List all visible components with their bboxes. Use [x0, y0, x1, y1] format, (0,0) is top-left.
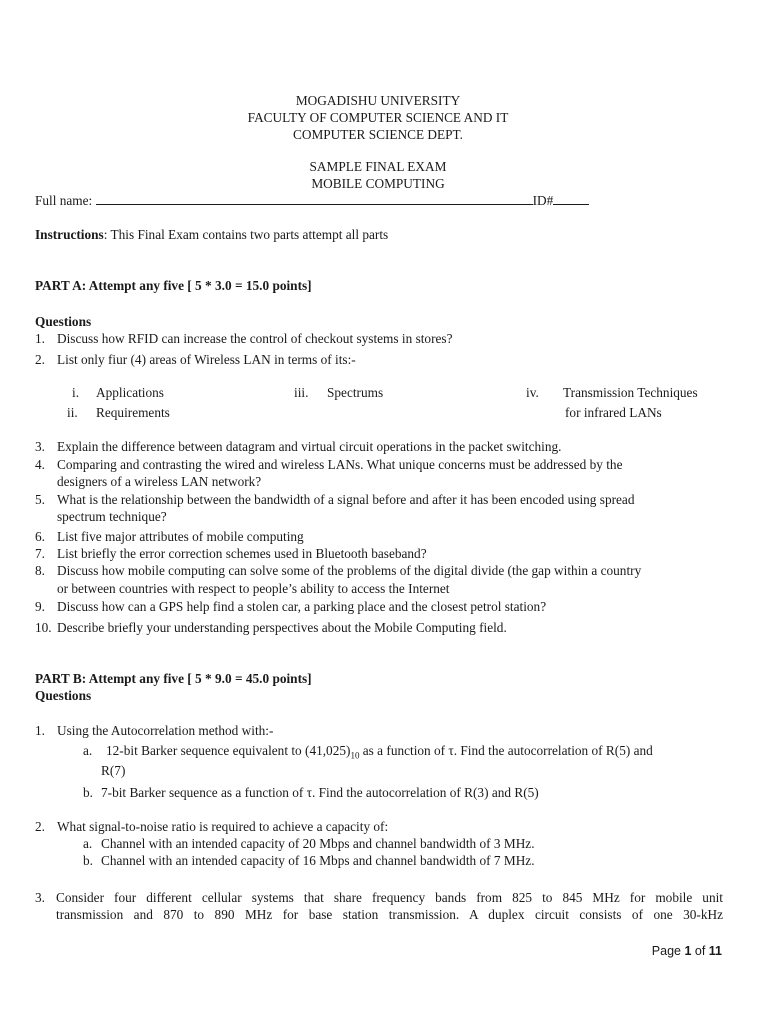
question-text: Explain the difference between datagram and virtual circuit operations in the packet switching. — [57, 439, 562, 454]
sub-item-num: iii. — [294, 385, 309, 400]
question-num: 4. — [35, 457, 45, 472]
part-b-title: PART B: Attempt any five [ 5 * 9.0 = 45.0 points] — [35, 671, 312, 686]
question-text: List five major attributes of mobile computing — [57, 529, 304, 544]
sub-item-text: for infrared LANs — [565, 405, 662, 420]
question-num: 8. — [35, 563, 45, 578]
sub-question-text: 7-bit Barker sequence as a function of τ. Find the autocorrelation of R(3) and R(5) — [101, 785, 539, 800]
question-num: 3. — [35, 439, 45, 454]
sub-item-text: Transmission Techniques — [563, 385, 698, 400]
question-num: 2. — [35, 819, 45, 834]
student-info-line — [35, 192, 589, 210]
question-text: spectrum technique? — [57, 509, 167, 524]
question-text: Using the Autocorrelation method with:- — [57, 723, 274, 738]
question-num: 5. — [35, 492, 45, 507]
question-text: transmission and 870 to 890 MHz for base station transmission. A duplex circuit consists of one 30-kHz — [56, 907, 723, 922]
question-text: designers of a wireless LAN network? — [57, 474, 262, 489]
id-field[interactable] — [553, 192, 589, 205]
question-text: or between countries with respect to people’s ability to access the Internet — [57, 581, 450, 596]
question-num: 10. — [35, 620, 52, 635]
course-title: MOBILE COMPUTING — [311, 176, 445, 191]
sub-item-text: Requirements — [96, 405, 170, 420]
instructions — [35, 226, 388, 244]
id-label: ID# — [532, 193, 554, 208]
sub-item-num: iv. — [526, 385, 539, 400]
question-num: 1. — [35, 723, 45, 738]
question-text: List briefly the error correction schemes used in Bluetooth baseband? — [57, 546, 427, 561]
question-num: 9. — [35, 599, 45, 614]
question-text: List only fiur (4) areas of Wireless LAN in terms of its:- — [57, 352, 356, 367]
question-num: 3. — [35, 890, 45, 905]
question-text: Comparing and contrasting the wired and wireless LANs. What unique concerns must be addressed by the — [57, 457, 623, 472]
sub-question-label: a. — [83, 836, 93, 851]
question-text: Discuss how RFID can increase the control of checkout systems in stores? — [57, 331, 453, 346]
sub-item-text: Applications — [96, 385, 164, 400]
question-num: 7. — [35, 546, 45, 561]
question-num: 6. — [35, 529, 45, 544]
part-a-title: PART A: Attempt any five [ 5 * 3.0 = 15.0 points] — [35, 278, 312, 293]
sub-item-text: Spectrums — [327, 385, 384, 400]
question-text: What signal-to-noise ratio is required to achieve a capacity of: — [57, 819, 389, 834]
sub-item-num: i. — [72, 385, 80, 400]
department-name: COMPUTER SCIENCE DEPT. — [292, 127, 464, 142]
part-b-questions-label: Questions — [35, 688, 92, 703]
question-text: Discuss how mobile computing can solve some of the problems of the digital divide (the gap within a country — [57, 563, 642, 578]
question-text: Describe briefly your understanding perspectives about the Mobile Computing field. — [57, 620, 507, 635]
page-number: Page 1 of 11 — [651, 944, 722, 958]
full-name-label: Full name: — [35, 193, 93, 208]
exam-title: SAMPLE FINAL EXAM — [309, 159, 447, 174]
question-text: Consider four different cellular systems that share frequency bands from 825 to 845 MHz for mobile unit — [56, 890, 723, 905]
faculty-name: FACULTY OF COMPUTER SCIENCE AND IT — [247, 110, 509, 125]
question-num: 1. — [35, 331, 45, 346]
sub-question-text: R(7) — [101, 763, 126, 778]
sub-item-num: ii. — [67, 405, 78, 420]
sub-question-text: Channel with an intended capacity of 16 Mbps and channel bandwidth of 7 MHz. — [101, 853, 535, 868]
question-num: 2. — [35, 352, 45, 367]
sub-question-text: Channel with an intended capacity of 20 Mbps and channel bandwidth of 3 MHz. — [101, 836, 535, 851]
instructions-text: : This Final Exam contains two parts attempt all parts — [103, 227, 389, 242]
sub-question-text: 12-bit Barker sequence equivalent to $(41,025)_{10}$ as a function of τ. Find the autocorrelation of R(5) and — [106, 743, 653, 761]
subscript-base: 10 — [350, 750, 360, 761]
full-name-field[interactable] — [96, 192, 533, 205]
question-text: Discuss how can a GPS help find a stolen car, a parking place and the closest petrol station? — [57, 599, 547, 614]
university-name: MOGADISHU UNIVERSITY — [295, 93, 461, 108]
question-text: What is the relationship between the bandwidth of a signal before and after it has been encoded using spread — [57, 492, 635, 507]
part-a-questions-label: Questions — [35, 314, 92, 329]
sub-question-label: b. — [83, 853, 93, 868]
instructions-label: Instructions — [35, 227, 104, 242]
sub-question-label: b. — [83, 785, 93, 800]
sub-question-label: a. — [83, 743, 93, 758]
